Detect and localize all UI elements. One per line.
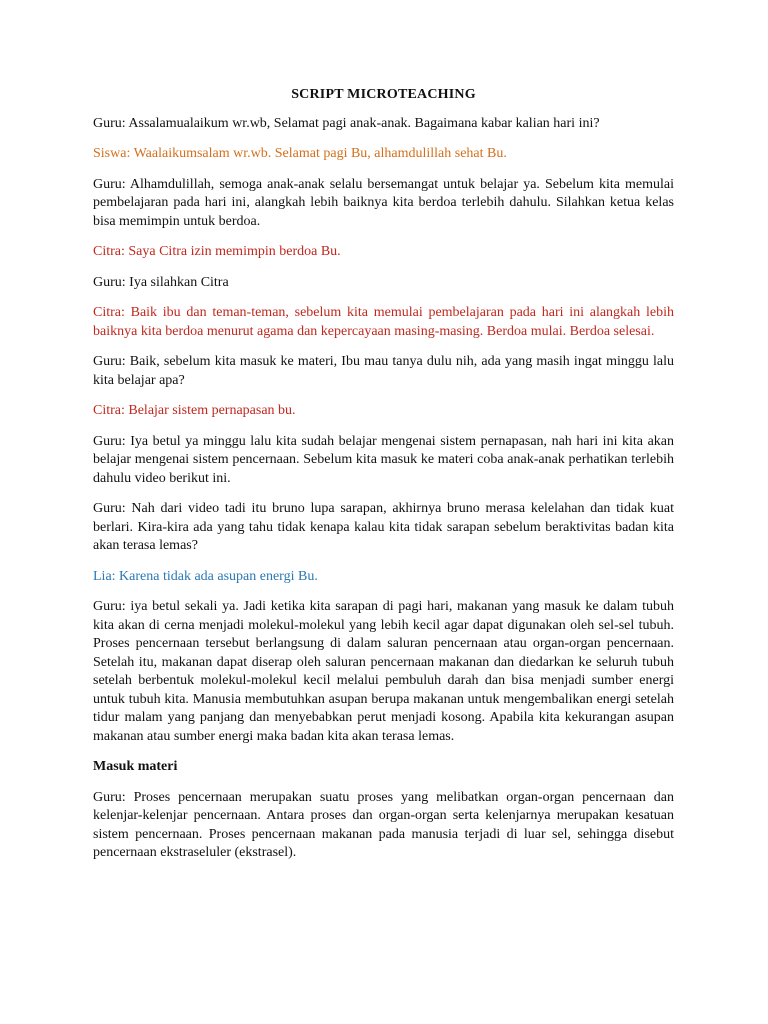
dialogue-guru-question: Guru: Baik, sebelum kita masuk ke materi, Ibu mau tanya dulu nih, ada yang masih ingat minggu lalu kita belajar apa?: [93, 354, 674, 388]
dialogue-guru-prayer-request: Guru: Alhamdulillah, semoga anak-anak selalu bersemangat untuk belajar ya. Sebelum kita memulai pembelajaran pada hari ini, alangkah lebih baiknya kita berdoa terlebih dahulu. Silahkan ketua kelas bisa memimpin untuk berdoa.: [93, 176, 674, 229]
dialogue-guru-video-intro: Guru: Iya betul ya minggu lalu kita sudah belajar mengenai sistem pernapasan, nah hari ini kita akan belajar mengenai sistem pencernaan. Sebelum kita masuk ke materi coba anak-anak perhatikan terlebih dahulu video berikut ini.: [93, 433, 674, 486]
document-title: SCRIPT MICROTEACHING: [291, 87, 476, 102]
dialogue-guru-greeting: Guru: Assalamualaikum wr.wb, Selamat pagi anak-anak. Bagaimana kabar kalian hari ini?: [93, 115, 600, 131]
section-paragraph: Guru: Proses pencernaan merupakan suatu proses yang melibatkan organ-organ pencernaan dan kelenjar-kelenjar pencernaan. Antara proses dan organ-organ serta kelenjarnya merupakan kesatuan sistem pencernaan. Proses pencernaan makanan pada manusia terjadi di luar sel, sehingga disebut pencernaan ekstraseluler (ekstrasel).: [93, 789, 674, 860]
dialogue-guru-allow: Guru: Iya silahkan Citra: [93, 274, 229, 290]
dialogue-citra-answer: Citra: Belajar sistem pernapasan bu.: [93, 403, 296, 418]
dialogue-lia-answer: Lia: Karena tidak ada asupan energi Bu.: [93, 568, 318, 584]
dialogue-citra-permission: Citra: Saya Citra izin memimpin berdoa Bu.: [93, 244, 341, 259]
dialogue-citra-prayer: Citra: Baik ibu dan teman-teman, sebelum kita memulai pembelajaran pada hari ini alangkah lebih baiknya kita berdoa menurut agama dan kepercayaan masing-masing. Berdoa mulai. Berdoa selesai.: [93, 305, 674, 339]
dialogue-guru-explanation: Guru: iya betul sekali ya. Jadi ketika kita sarapan di pagi hari, makanan yang masuk ke dalam tubuh kita akan di cerna menjadi molekul-molekul yang lebih kecil agar dapat digunakan oleh sel-sel tubuh. Proses pencernaan tersebut berlangsung di dalam saluran pencernaan atau organ-organ pencernaan. Setelah itu, makanan dapat diserap oleh saluran pencernaan makanan dan diedarkan ke seluruh tubuh setelah berbentuk molekul-molekul kecil melalui pembuluh darah dan bisa menjadi sumber energi untuk tubuh kita. Manusia membutuhkan asupan berupa makanan untuk mengembalikan energi setelah tidur malam yang panjang dan menyebabkan perut menjadi kosong. Apabila kita kekurangan asupan makanan atau sumber energi maka badan kita akan terasa lemas.: [93, 599, 674, 744]
dialogue-siswa-reply: Siswa: Waalaikumsalam wr.wb. Selamat pagi Bu, alhamdulillah sehat Bu.: [93, 146, 507, 161]
dialogue-guru-video-question: Guru: Nah dari video tadi itu bruno lupa sarapan, akhirnya bruno merasa kelelahan dan tidak kuat berlari. Kira-kira ada yang tahu tidak kenapa kalau kita tidak sarapan sebelum beraktivitas badan kita akan terasa lemas?: [93, 501, 674, 553]
document-page: [93, 86, 674, 875]
section-heading: Masuk materi: [93, 759, 178, 774]
